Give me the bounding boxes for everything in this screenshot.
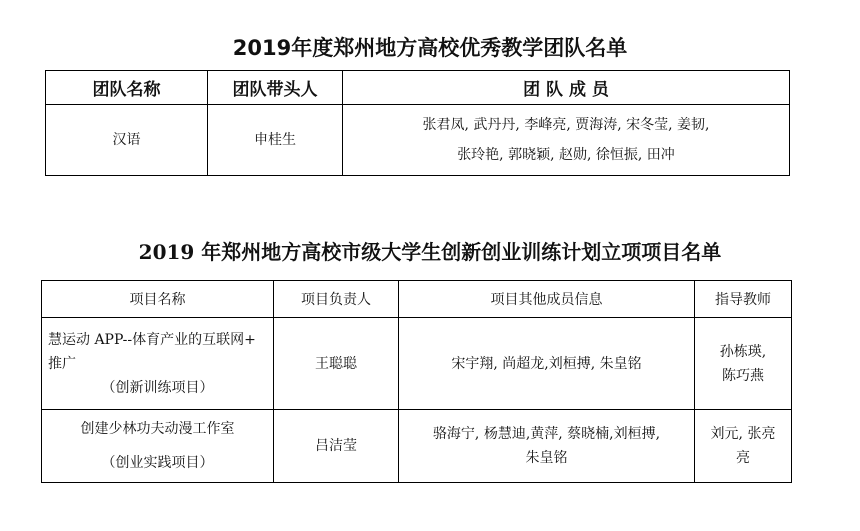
document-title-projects: 2019 年郑州地方高校市级大学生创新创业训练计划立项项目名单: [138, 240, 722, 264]
project-name-cell: [42, 410, 274, 483]
header-project-leader: 项目负责人: [274, 281, 399, 318]
members-line-2: 张玲艳, 郭晓颖, 赵勋, 徐恒振, 田冲: [457, 147, 675, 163]
advisor-line-1: 孙栋瑛,: [719, 343, 767, 360]
document-title-teaching-teams: 2019年度郑州地方高校优秀教学团队名单: [232, 36, 628, 60]
project-name-cell: [42, 318, 274, 410]
project-type: （创业实践项目）: [101, 455, 214, 471]
header-other-members: 项目其他成员信息: [399, 281, 695, 318]
project-leader-cell: 王聪聪: [274, 318, 399, 410]
table-row: [42, 318, 792, 410]
table-header-row: [46, 71, 790, 105]
members-line-2: 朱皇铭: [525, 450, 568, 466]
members-line-1: 张君凤, 武丹丹, 李峰亮, 贾海涛, 宋冬莹, 姜韧,: [422, 117, 710, 133]
members-line-1: 骆海宁, 杨慧迪,黄萍, 蔡晓楠,刘桓搏,: [432, 426, 661, 442]
advisor-line-1: 刘元, 张亮: [710, 426, 776, 442]
team-name-cell: 汉语: [46, 105, 208, 176]
table-header-row: [42, 281, 792, 318]
header-team-members: 团 队 成 员: [343, 71, 790, 105]
project-table: [41, 280, 792, 483]
teaching-team-table: [45, 70, 790, 176]
header-team-leader: 团队带头人: [208, 71, 343, 105]
advisor-line-2: 亮: [736, 450, 750, 466]
advisor-line-2: 陈巧燕: [722, 367, 764, 384]
project-name-line-1: 慧运动 APP--体育产业的互联网+: [48, 331, 256, 348]
project-members-cell: 宋宇翔, 尚超龙,刘桓搏, 朱皇铭: [399, 318, 695, 410]
table-row: [42, 410, 792, 483]
project-leader-cell: 吕洁莹: [274, 410, 399, 483]
project-name-line-2: 推广: [48, 355, 76, 372]
header-team-name: 团队名称: [46, 71, 208, 105]
team-members-cell: [343, 105, 790, 176]
table-row: [46, 105, 790, 176]
header-project-name: 项目名称: [42, 281, 274, 318]
team-leader-cell: 申桂生: [208, 105, 343, 176]
advisor-cell: [695, 318, 792, 410]
advisor-cell: [695, 410, 792, 483]
project-type: （创新训练项目）: [101, 379, 214, 396]
project-name-line-1: 创建少林功夫动漫工作室: [80, 421, 235, 437]
header-advisor: 指导教师: [695, 281, 792, 318]
project-members-cell: [399, 410, 695, 483]
